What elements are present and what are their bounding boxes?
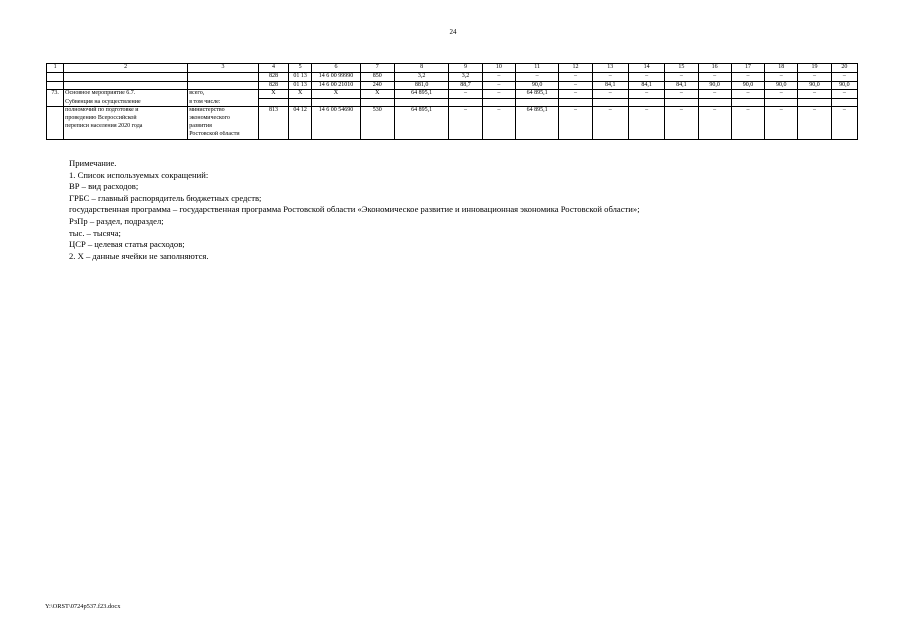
table-cell: Х	[312, 90, 360, 99]
table-cell: –	[665, 72, 698, 81]
table-cell	[765, 99, 798, 107]
column-number-cell: 20	[831, 64, 857, 73]
table-cell: Х	[258, 90, 288, 99]
table-cell	[258, 131, 288, 139]
table-cell	[47, 81, 64, 90]
file-path-footer: Y:\ORST\0724p537.f23.docx	[45, 603, 121, 610]
table-cell: –	[765, 72, 798, 81]
table-cell: в том числе:	[188, 99, 259, 107]
table-cell: –	[831, 72, 857, 81]
table-cell: экономического	[188, 115, 259, 123]
table-cell	[47, 72, 64, 81]
table-cell	[394, 99, 448, 107]
table-cell	[698, 131, 731, 139]
column-number-cell: 10	[482, 64, 515, 73]
table-cell	[698, 115, 731, 123]
table-cell: –	[698, 72, 731, 81]
table-cell: 64 895,1	[515, 90, 558, 99]
table-cell	[831, 123, 857, 131]
table-cell: –	[765, 90, 798, 99]
table-cell	[515, 123, 558, 131]
table-cell: 14 6 00 99990	[312, 72, 360, 81]
table-cell	[665, 131, 698, 139]
table-cell: –	[698, 107, 731, 115]
table-cell	[47, 123, 64, 131]
table-cell	[64, 81, 188, 90]
table-cell: –	[592, 107, 628, 115]
note-line: 2. Х – данные ячейки не заполняются.	[69, 250, 209, 261]
table-cell: –	[592, 90, 628, 99]
table-cell	[559, 131, 592, 139]
table-cell	[628, 99, 664, 107]
note-line: 1. Список используемых сокращений:	[69, 169, 209, 180]
table-cell: 84,1	[665, 81, 698, 90]
column-number-cell: 16	[698, 64, 731, 73]
table-cell: 90,0	[731, 81, 764, 90]
table-cell: 813	[258, 107, 288, 115]
table-cell: –	[665, 90, 698, 99]
table-cell	[592, 99, 628, 107]
table-cell	[798, 115, 831, 123]
table-cell: –	[731, 72, 764, 81]
table-row	[47, 131, 858, 139]
column-number-cell: 11	[515, 64, 558, 73]
table-cell	[449, 123, 482, 131]
table-cell: Ростовской области	[188, 131, 259, 139]
table-cell: развития	[188, 123, 259, 131]
column-number-cell: 19	[798, 64, 831, 73]
table-cell: 64 895,1	[394, 90, 448, 99]
table-cell: Х	[289, 90, 312, 99]
table-cell	[289, 99, 312, 107]
table-cell: 14 6 00 54690	[312, 107, 360, 115]
table-cell: министерство	[188, 107, 259, 115]
table-cell	[765, 131, 798, 139]
table-cell	[312, 99, 360, 107]
table-row	[47, 90, 858, 99]
table-cell	[665, 99, 698, 107]
column-number-cell: 7	[360, 64, 394, 73]
table-body	[47, 64, 858, 140]
table-cell	[665, 115, 698, 123]
column-number-cell: 2	[64, 64, 188, 73]
column-number-cell: 14	[628, 64, 664, 73]
table-cell: –	[559, 107, 592, 115]
table-cell	[515, 99, 558, 107]
table-row	[47, 107, 858, 115]
table-cell	[515, 115, 558, 123]
table-cell	[258, 115, 288, 123]
table-row	[47, 99, 858, 107]
notes-heading: Примечание.	[69, 158, 117, 168]
note-line: государственная программа – государственная программа Ростовской области «Экономическое развитие и инновационная экономика Ростовской области»;	[69, 204, 640, 215]
table-cell	[482, 99, 515, 107]
table-cell	[188, 81, 259, 90]
table-cell: 3,2	[394, 72, 448, 81]
column-number-cell: 9	[449, 64, 482, 73]
table-cell: 84,1	[592, 81, 628, 90]
table-cell	[628, 131, 664, 139]
table-cell	[360, 99, 394, 107]
table-cell	[289, 131, 312, 139]
table-cell	[312, 131, 360, 139]
table-cell	[312, 115, 360, 123]
table-cell: 88,7	[449, 81, 482, 90]
table-cell	[798, 99, 831, 107]
table-cell: 240	[360, 81, 394, 90]
table-cell	[559, 123, 592, 131]
table-cell	[449, 99, 482, 107]
column-number-cell: 18	[765, 64, 798, 73]
table-cell: Х	[360, 90, 394, 99]
table-cell: 530	[360, 107, 394, 115]
table-cell: Субвенция на осуществление	[64, 99, 188, 107]
table-cell: –	[559, 81, 592, 90]
table-cell	[731, 123, 764, 131]
column-number-cell: 4	[258, 64, 288, 73]
table-cell: –	[515, 72, 558, 81]
table-cell	[698, 99, 731, 107]
note-line: РзПр – раздел, подраздел;	[69, 215, 164, 226]
table-cell	[64, 72, 188, 81]
table-cell: 90,0	[698, 81, 731, 90]
table-cell: –	[765, 107, 798, 115]
note-line: ВР – вид расходов;	[69, 181, 139, 192]
table-cell: –	[592, 72, 628, 81]
column-number-cell: 6	[312, 64, 360, 73]
table-cell: полномочий по подготовке и	[64, 107, 188, 115]
table-cell: –	[798, 72, 831, 81]
table-cell	[312, 123, 360, 131]
table-cell	[559, 115, 592, 123]
note-line: ГРБС – главный распорядитель бюджетных средств;	[69, 192, 262, 203]
table-cell	[482, 131, 515, 139]
table-cell	[360, 131, 394, 139]
table-cell: 90,0	[515, 81, 558, 90]
table-cell: 850	[360, 72, 394, 81]
column-number-cell: 8	[394, 64, 448, 73]
table-cell: переписи населения 2020 года	[64, 123, 188, 131]
table-cell	[628, 115, 664, 123]
table-cell: –	[559, 90, 592, 99]
table-cell	[731, 99, 764, 107]
table-cell: –	[798, 107, 831, 115]
table-cell: 73.	[47, 90, 64, 99]
table-cell: всего,	[188, 90, 259, 99]
notes-section	[69, 158, 640, 262]
table-cell: 828	[258, 81, 288, 90]
table-row	[47, 72, 858, 81]
table-cell	[765, 123, 798, 131]
table-cell	[592, 123, 628, 131]
table-cell	[698, 123, 731, 131]
table-cell: –	[482, 90, 515, 99]
table-cell	[831, 115, 857, 123]
table-cell	[47, 115, 64, 123]
table-cell: –	[482, 107, 515, 115]
table-cell: 64 895,1	[394, 107, 448, 115]
table-cell	[515, 131, 558, 139]
table-cell	[482, 115, 515, 123]
table-cell	[628, 123, 664, 131]
table-cell: –	[482, 72, 515, 81]
table-cell: –	[831, 90, 857, 99]
table-header-row	[47, 64, 858, 73]
budget-table	[46, 63, 858, 140]
table-cell	[449, 115, 482, 123]
table-cell: –	[798, 90, 831, 99]
table-cell	[258, 99, 288, 107]
table-cell	[765, 115, 798, 123]
table-cell: –	[731, 107, 764, 115]
table-cell: 64 895,1	[515, 107, 558, 115]
table-cell: –	[698, 90, 731, 99]
table-cell: 3,2	[449, 72, 482, 81]
table-cell: Основное мероприятие 6.7.	[64, 90, 188, 99]
table-cell	[559, 99, 592, 107]
table-cell: 84,1	[628, 81, 664, 90]
table-cell: –	[628, 107, 664, 115]
column-number-cell: 12	[559, 64, 592, 73]
note-line: ЦСР – целевая статья расходов;	[69, 239, 185, 250]
table-cell	[360, 115, 394, 123]
table-row	[47, 81, 858, 90]
table-cell: –	[449, 90, 482, 99]
column-number-cell: 5	[289, 64, 312, 73]
table-cell: 90,0	[798, 81, 831, 90]
table-cell: 90,0	[831, 81, 857, 90]
table-cell: –	[449, 107, 482, 115]
column-number-cell: 1	[47, 64, 64, 73]
table-cell: 01 13	[289, 72, 312, 81]
column-number-cell: 15	[665, 64, 698, 73]
table-cell: –	[628, 90, 664, 99]
page-number: 24	[449, 28, 457, 36]
table-cell	[394, 131, 448, 139]
table-cell	[449, 131, 482, 139]
table-cell	[289, 115, 312, 123]
table-row	[47, 123, 858, 131]
table-cell	[798, 131, 831, 139]
table-cell	[831, 131, 857, 139]
column-number-cell: 3	[188, 64, 259, 73]
table-cell: –	[559, 72, 592, 81]
column-number-cell: 13	[592, 64, 628, 73]
table-cell	[731, 131, 764, 139]
table-cell: проведению Всероссийской	[64, 115, 188, 123]
table-cell	[188, 72, 259, 81]
table-cell: –	[731, 90, 764, 99]
table-cell	[394, 115, 448, 123]
table-cell: –	[665, 107, 698, 115]
table-cell	[394, 123, 448, 131]
table-cell: –	[628, 72, 664, 81]
table-cell	[289, 123, 312, 131]
table-cell	[592, 115, 628, 123]
table-cell: 90,0	[765, 81, 798, 90]
table-cell: 828	[258, 72, 288, 81]
table-cell	[47, 99, 64, 107]
table-cell	[731, 115, 764, 123]
note-line: тыс. – тысяча;	[69, 227, 121, 238]
table-cell	[798, 123, 831, 131]
table-cell	[831, 99, 857, 107]
table-cell	[47, 131, 64, 139]
table-cell: –	[482, 81, 515, 90]
column-number-cell: 17	[731, 64, 764, 73]
table-cell: 01 13	[289, 81, 312, 90]
table-cell: 04 12	[289, 107, 312, 115]
table-cell: –	[831, 107, 857, 115]
table-cell	[360, 123, 394, 131]
table-cell	[258, 123, 288, 131]
table-cell	[482, 123, 515, 131]
table-cell	[665, 123, 698, 131]
table-cell: 14 6 00 21010	[312, 81, 360, 90]
table-row	[47, 115, 858, 123]
table-cell: 881,0	[394, 81, 448, 90]
table-cell	[47, 107, 64, 115]
table-cell	[592, 131, 628, 139]
table-cell	[64, 131, 188, 139]
